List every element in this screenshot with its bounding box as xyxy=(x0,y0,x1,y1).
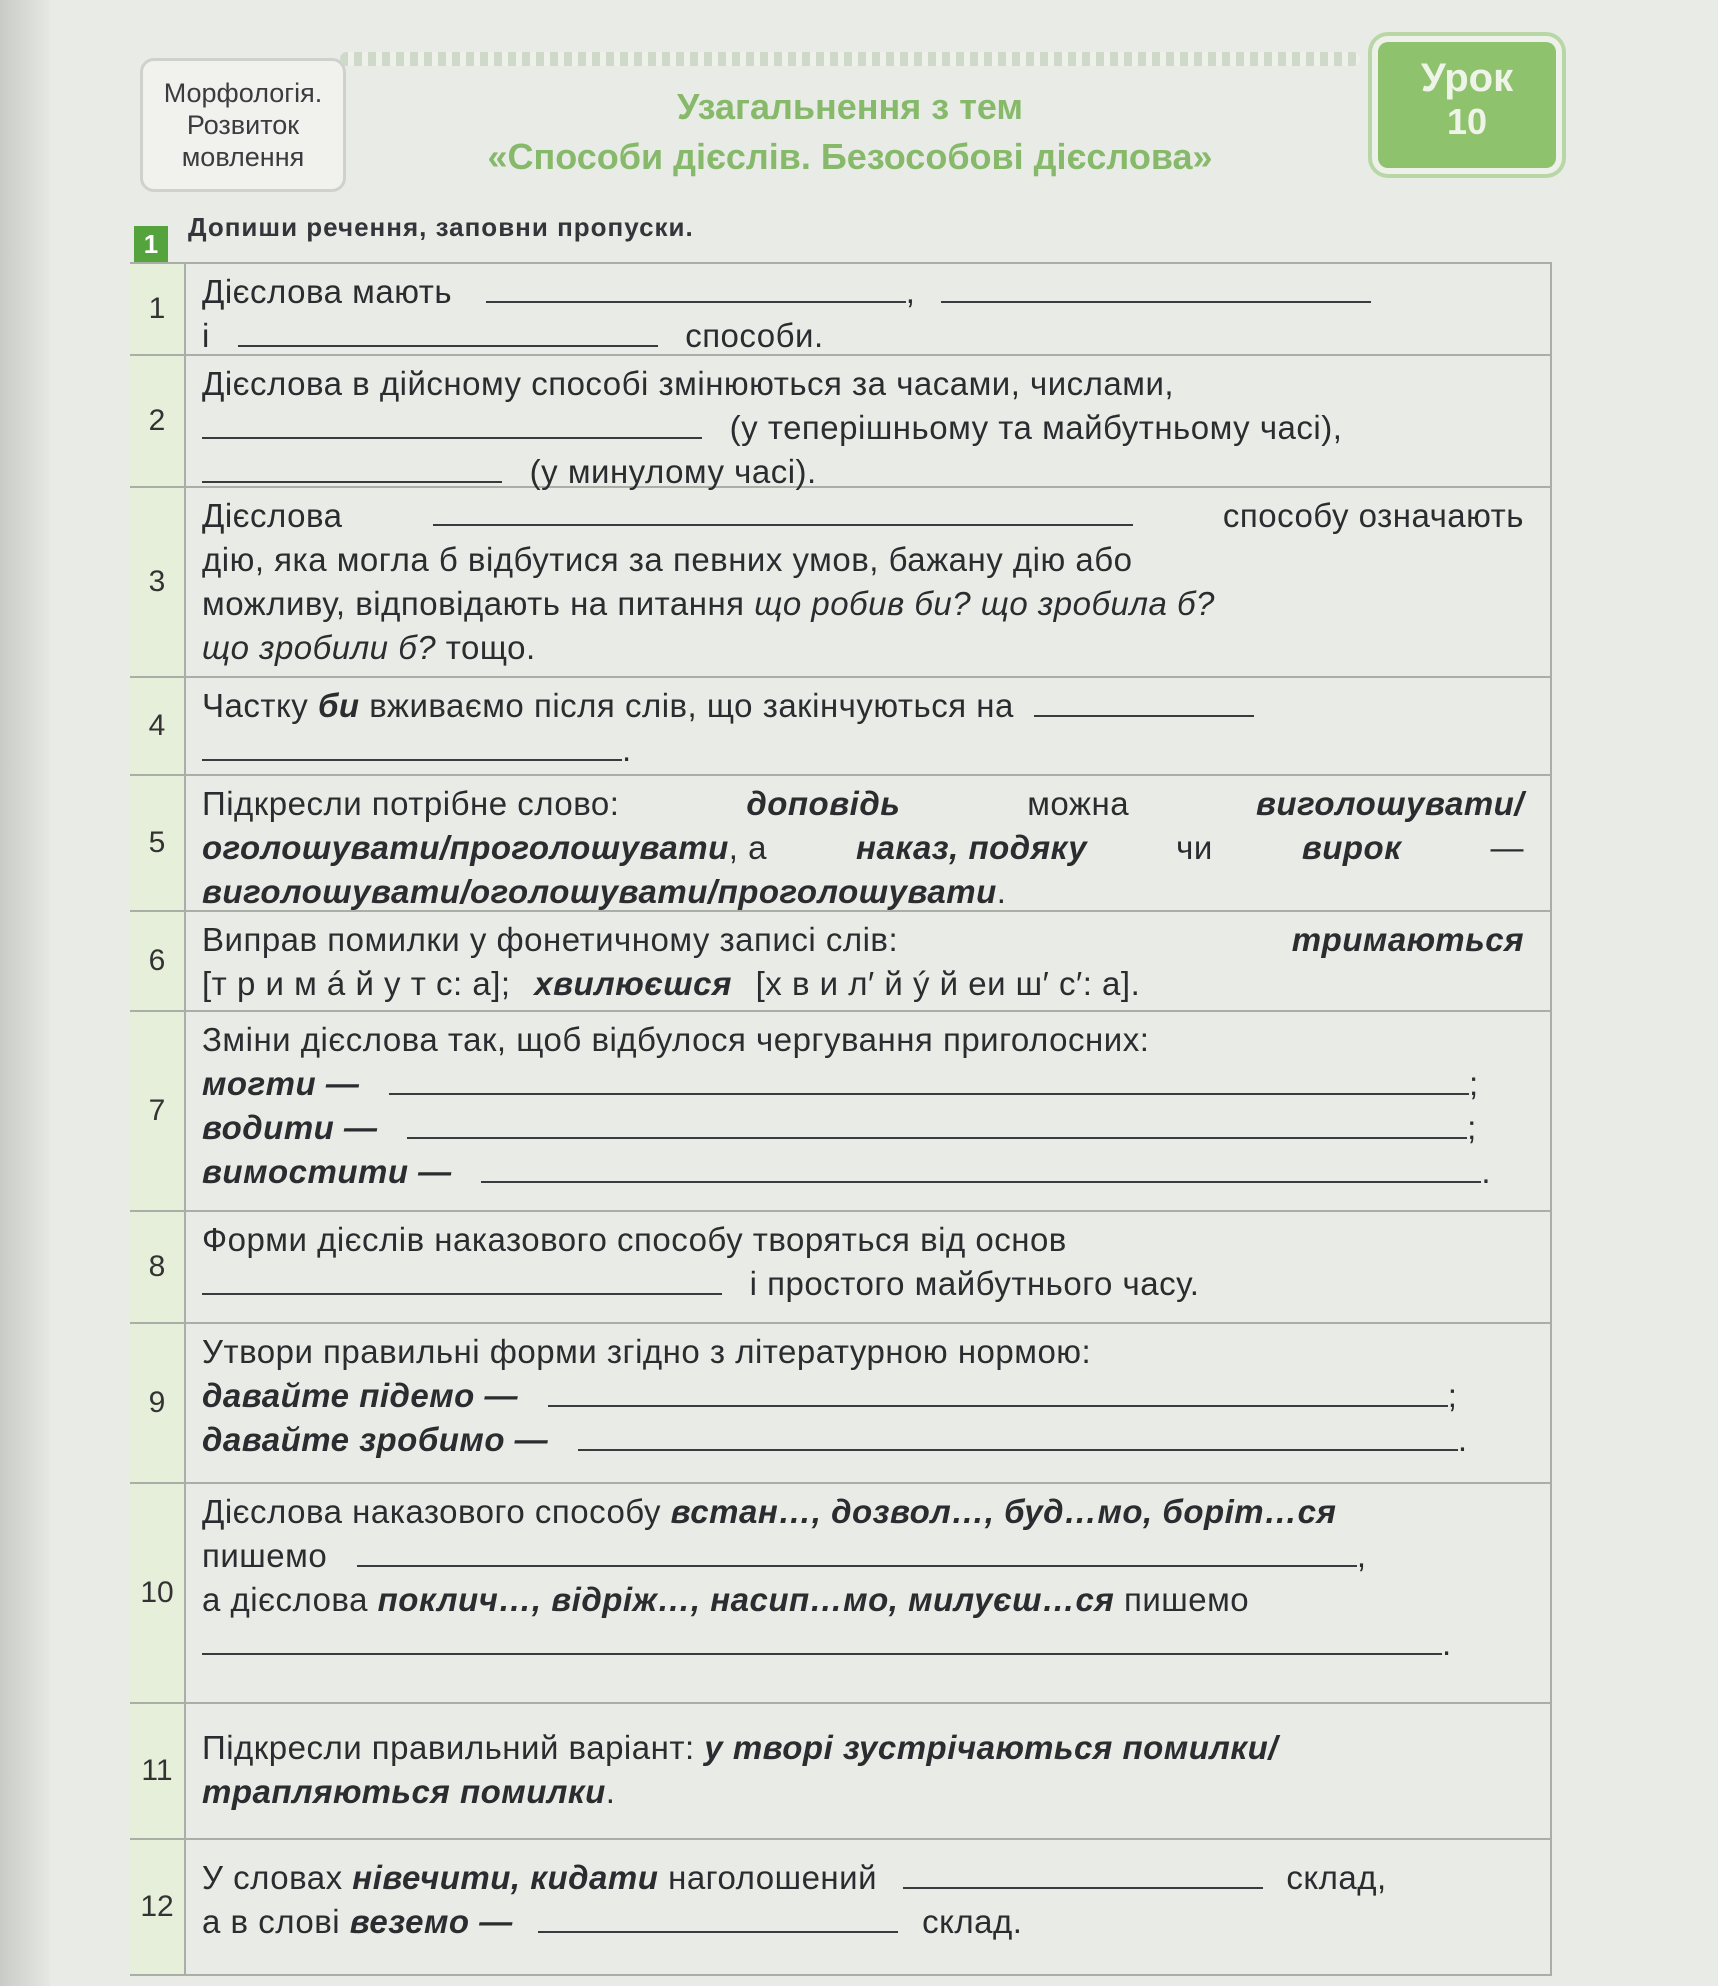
punctuation: ; xyxy=(1467,1109,1477,1146)
row-text: Утвори правильні форми згідно з літературною нормою: xyxy=(202,1333,1092,1370)
exercise-row-6 xyxy=(130,912,1550,1012)
row-text: наголошений xyxy=(668,1859,878,1896)
row-text: а дієслова xyxy=(202,1581,368,1618)
section-label xyxy=(140,58,346,192)
exercise-row-7 xyxy=(130,1012,1550,1212)
row-text: вживаємо після слів, що закінчуються на xyxy=(369,687,1014,724)
row-number: 6 xyxy=(130,912,186,1010)
answer-blank[interactable] xyxy=(202,1623,1442,1655)
row-content xyxy=(186,356,1550,490)
keyword: давайте підемо — xyxy=(202,1377,519,1414)
keyword: виголошувати/оголошувати/проголошувати xyxy=(202,873,997,910)
row-text: і простого майбутнього часу. xyxy=(749,1265,1200,1302)
answer-blank[interactable] xyxy=(486,271,906,303)
row-number: 8 xyxy=(130,1212,186,1322)
row-content xyxy=(186,1012,1550,1210)
row-text: Дієслова xyxy=(202,497,343,534)
answer-blank[interactable] xyxy=(578,1419,1458,1451)
row-text: Дієслова наказового способу xyxy=(202,1493,661,1530)
task-number-badge: 1 xyxy=(134,226,168,262)
answer-blank[interactable] xyxy=(389,1063,1469,1095)
row-text: дію, яка могла б відбутися за певних умов, бажану дію або xyxy=(202,541,1133,578)
answer-blank[interactable] xyxy=(433,494,1133,526)
keyword: нівечити, кидати xyxy=(352,1859,659,1896)
row-text: чи xyxy=(1176,829,1213,866)
row-content xyxy=(186,1324,1550,1482)
answer-blank[interactable] xyxy=(1034,685,1254,717)
row-number: 11 xyxy=(130,1704,186,1838)
keyword: трапляються помилки xyxy=(202,1773,606,1810)
lesson-number: 10 xyxy=(1446,101,1488,142)
row-content xyxy=(186,1484,1550,1702)
row-number: 9 xyxy=(130,1324,186,1482)
section-line-1: Морфологія. xyxy=(163,78,323,108)
answer-blank[interactable] xyxy=(202,407,702,439)
keyword: би xyxy=(317,687,360,724)
row-text: способу означають xyxy=(1222,497,1524,534)
row-content xyxy=(186,776,1550,910)
lesson-word: Урок xyxy=(1420,56,1514,100)
section-line-3: мовлення xyxy=(181,142,305,172)
question-text: що зробили б? xyxy=(202,629,437,666)
question-text: що робив би? що зробила б? xyxy=(754,585,1215,622)
punctuation: , xyxy=(905,273,916,310)
answer-blank[interactable] xyxy=(407,1107,1467,1139)
row-content xyxy=(186,1212,1550,1322)
exercise-table xyxy=(130,262,1552,1976)
exercise-row-11 xyxy=(130,1704,1550,1840)
exercise-row-8 xyxy=(130,1212,1550,1324)
row-text: Підкресли правильний варіант: xyxy=(202,1729,695,1766)
answer-blank[interactable] xyxy=(481,1151,1481,1183)
punctuation: . xyxy=(996,873,1007,910)
row-text-span: Форми дієслів наказового способу творяться від основ xyxy=(202,1221,1067,1258)
row-number: 2 xyxy=(130,356,186,486)
answer-blank[interactable] xyxy=(538,1901,898,1933)
row-text xyxy=(202,1218,1524,1262)
answer-blank[interactable] xyxy=(202,451,502,483)
keyword: поклич…, відріж…, насип…мо, милуєш…ся xyxy=(377,1581,1115,1618)
row-content xyxy=(186,912,1550,1010)
keyword: тримаються xyxy=(1291,921,1524,958)
transcription: [х в и л′ й ý й еи ш′ с′: а]. xyxy=(755,965,1141,1002)
page-edge-shadow xyxy=(0,0,50,1986)
exercise-row-4 xyxy=(130,678,1550,776)
row-text: (у минулому часі). xyxy=(529,453,817,490)
keyword: оголошувати/проголошувати xyxy=(202,829,729,866)
row-number: 5 xyxy=(130,776,186,910)
answer-blank[interactable] xyxy=(941,271,1371,303)
row-text: склад. xyxy=(922,1903,1023,1940)
row-number: 4 xyxy=(130,678,186,774)
row-content xyxy=(186,264,1550,354)
row-text: способи. xyxy=(685,317,824,354)
row-number: 10 xyxy=(130,1484,186,1702)
keyword: вимостити — xyxy=(202,1153,452,1190)
answer-blank[interactable] xyxy=(202,1263,722,1295)
exercise-row-5 xyxy=(130,776,1550,912)
punctuation: . xyxy=(1457,1421,1468,1458)
answer-blank[interactable] xyxy=(238,315,658,347)
row-number: 12 xyxy=(130,1840,186,1974)
exercise-row-9 xyxy=(130,1324,1550,1484)
row-text: пишемо xyxy=(202,1537,328,1574)
row-content xyxy=(186,1840,1550,1974)
row-text: пишемо xyxy=(1123,1581,1250,1618)
lesson-badge xyxy=(1378,42,1556,168)
exercise-row-3 xyxy=(130,488,1550,678)
punctuation: , xyxy=(1356,1537,1367,1574)
exercise-row-1 xyxy=(130,264,1550,356)
row-text: — xyxy=(1490,829,1524,866)
answer-blank[interactable] xyxy=(357,1535,1357,1567)
punctuation: ; xyxy=(1447,1377,1458,1414)
row-text: Підкресли потрібне слово: xyxy=(202,785,620,822)
keyword: у творі зустрічаються помилки/ xyxy=(704,1729,1278,1766)
answer-blank[interactable] xyxy=(202,729,622,761)
answer-blank[interactable] xyxy=(548,1375,1448,1407)
punctuation: . xyxy=(605,1773,616,1810)
row-text: , а xyxy=(728,829,767,866)
row-text: Дієслова мають xyxy=(202,273,453,310)
keyword: вирок xyxy=(1301,829,1402,866)
row-content xyxy=(186,678,1550,774)
row-text: тощо. xyxy=(445,629,536,666)
keyword: виголошувати/ xyxy=(1255,785,1524,822)
row-text: У словах xyxy=(202,1859,343,1896)
punctuation: . xyxy=(1481,1153,1492,1190)
keyword: доповідь xyxy=(746,785,901,822)
exercise-row-2 xyxy=(130,356,1550,488)
punctuation: . xyxy=(1442,1625,1452,1662)
keyword: встан…, дозвол…, буд…мо, борiт…ся xyxy=(670,1493,1337,1530)
keyword: веземо — xyxy=(349,1903,513,1940)
decorative-ornament xyxy=(340,52,1360,66)
section-line-2: Розвиток xyxy=(186,110,300,140)
row-text: можливу, відповідають на питання xyxy=(202,585,745,622)
keyword: могти — xyxy=(202,1065,360,1102)
row-text: Виправ помилки у фонетичному записі слів: xyxy=(202,921,899,958)
transcription: [т р и м á й у т с: а]; xyxy=(202,965,511,1002)
answer-blank[interactable] xyxy=(903,1857,1263,1889)
row-text: склад, xyxy=(1286,1859,1387,1896)
punctuation: . xyxy=(622,731,632,768)
row-number: 3 xyxy=(130,488,186,676)
row-number: 1 xyxy=(130,264,186,354)
row-content xyxy=(186,488,1550,676)
keyword: хвилюєшся xyxy=(534,965,732,1002)
row-text: Дієслова в дійсному способі змінюються за часами, числами, xyxy=(202,365,1175,402)
row-number: 7 xyxy=(130,1012,186,1210)
row-text: Зміни дієслова так, щоб відбулося чергування приголосних: xyxy=(202,1021,1150,1058)
row-text: і xyxy=(202,317,210,354)
row-content xyxy=(186,1704,1550,1838)
lesson-title-line-2: «Способи дієслів. Безособові дієслова» xyxy=(487,136,1213,177)
keyword: давайте зробимо — xyxy=(202,1421,549,1458)
row-text: (у теперішньому та майбутньому часі), xyxy=(729,409,1343,446)
row-text: а в слові xyxy=(202,1903,341,1940)
row-text: можна xyxy=(1027,785,1130,822)
exercise-row-12 xyxy=(130,1840,1550,1974)
keyword: наказ, подяку xyxy=(856,829,1088,866)
lesson-title xyxy=(400,82,1300,182)
exercise-row-10 xyxy=(130,1484,1550,1704)
row-text: Частку xyxy=(202,687,309,724)
keyword: водити — xyxy=(202,1109,378,1146)
punctuation: ; xyxy=(1469,1065,1479,1102)
lesson-title-line-1: Узагальнення з тем xyxy=(676,86,1024,127)
task-instruction: Допиши речення, заповни пропуски. xyxy=(188,212,694,242)
